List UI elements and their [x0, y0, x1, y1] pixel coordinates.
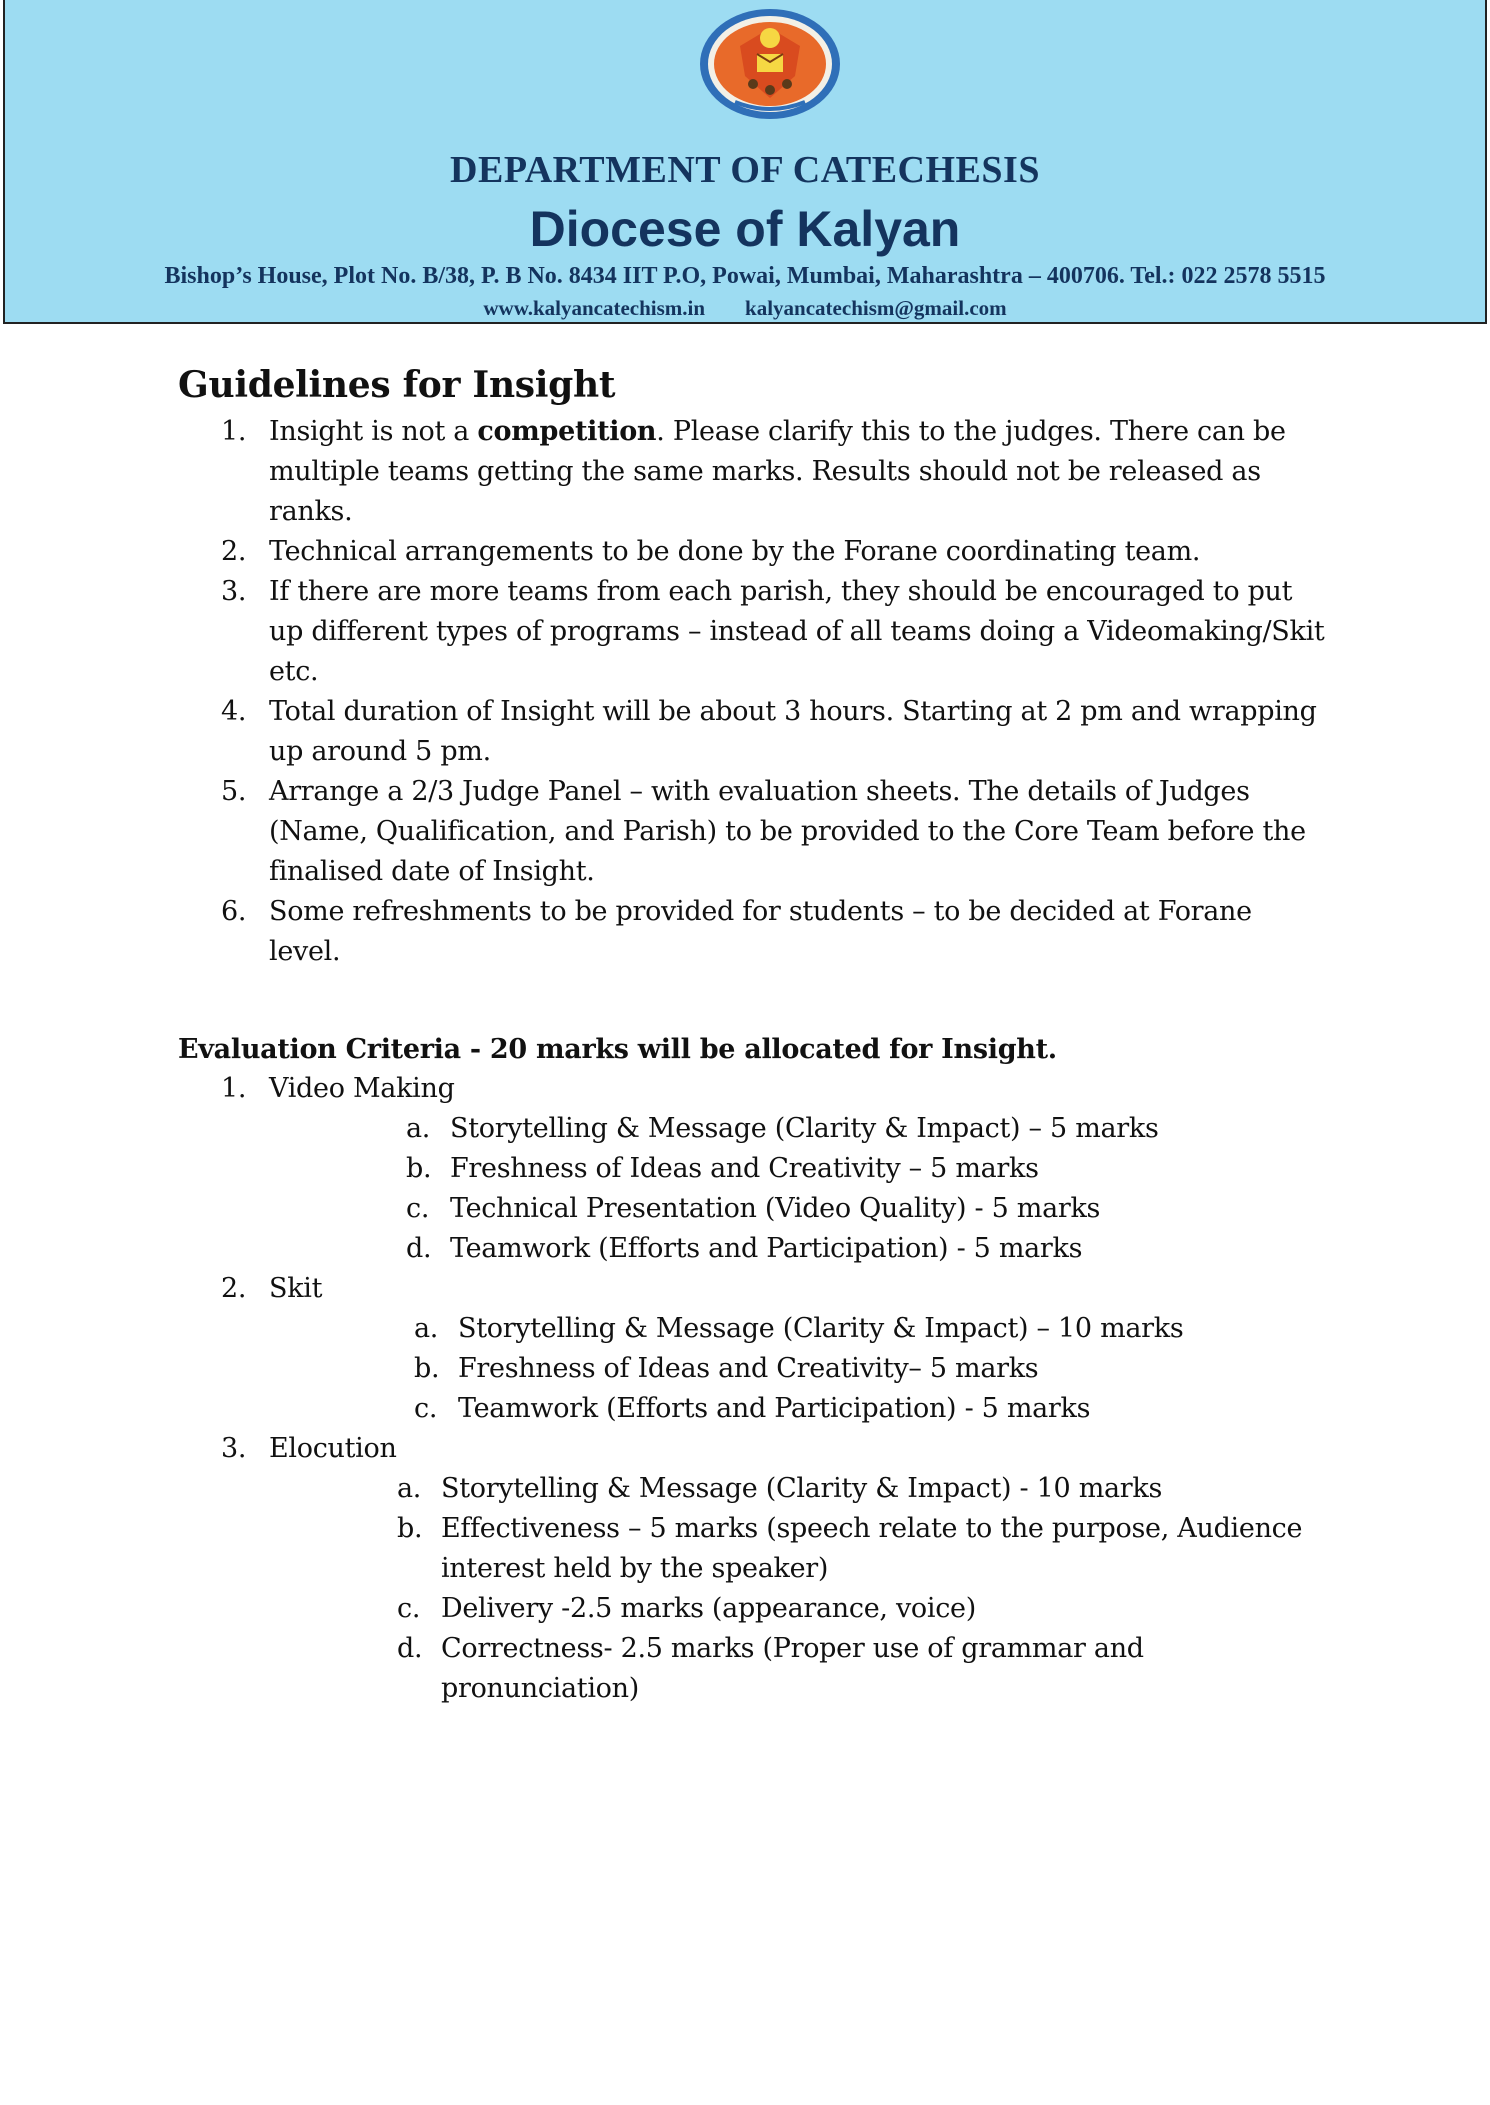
category-number: 2. [221, 1273, 247, 1304]
criteria-item [406, 1229, 1328, 1269]
item-text: If there are more teams from each parish, they should be encouraged to put up different types of programs – instead of all teams doing a Videomaking/Skit etc. [269, 576, 1325, 687]
department-title: DEPARTMENT OF CATECHESIS [450, 149, 1040, 191]
address-line: Bishop’s House, Plot No. B/38, P. B No. 8434 IIT P.O, Powai, Mumbai, Maharashtra – 400706. Tel.: 022 2578 5515 [164, 263, 1326, 289]
item-letter: a. [406, 1113, 431, 1144]
item-text: Storytelling & Message (Clarity & Impact) – 10 marks [458, 1313, 1184, 1344]
criteria-item [397, 1589, 1328, 1629]
item-text: Freshness of Ideas and Creativity – 5 marks [450, 1153, 1039, 1184]
category-name: Skit [269, 1273, 323, 1304]
criteria-item [397, 1509, 1328, 1589]
item-text: Effectiveness – 5 marks (speech relate to the purpose, Audience interest held by the speaker) [441, 1513, 1303, 1584]
item-text: Some refreshments to be provided for students – to be decided at Forane level. [269, 896, 1252, 967]
item-letter: c. [414, 1393, 438, 1424]
item-text: Total duration of Insight will be about 3 hours. Starting at 2 pm and wrapping up around 5 pm. [269, 696, 1317, 767]
item-letter: b. [397, 1513, 423, 1544]
item-text: Arrange a 2/3 Judge Panel – with evaluation sheets. The details of Judges (Name, Qualification, and Parish) to be provided to the Core Team before the finalised date of Insight. [269, 776, 1306, 887]
category-name: Video Making [269, 1073, 455, 1104]
item-letter: c. [397, 1593, 421, 1624]
item-number: 5. [221, 776, 247, 807]
contact-line [5, 296, 1485, 321]
document-body [178, 364, 1328, 1709]
item-letter: d. [406, 1233, 432, 1264]
criteria-item [414, 1389, 1328, 1429]
item-text: Freshness of Ideas and Creativity– 5 marks [458, 1353, 1039, 1384]
item-letter: b. [414, 1353, 440, 1384]
criteria-item [406, 1189, 1328, 1229]
category-name: Elocution [269, 1433, 397, 1464]
item-text: Storytelling & Message (Clarity & Impact) – 5 marks [450, 1113, 1159, 1144]
item-text: Storytelling & Message (Clarity & Impact) - 10 marks [441, 1473, 1163, 1504]
criteria-item [397, 1469, 1328, 1509]
item-number: 4. [221, 696, 247, 727]
website-link[interactable]: www.kalyancatechism.in [483, 296, 706, 320]
item-emphasis: competition [477, 416, 657, 447]
item-text: Correctness- 2.5 marks (Proper use of grammar and pronunciation) [441, 1633, 1144, 1704]
item-text: Insight is not a [269, 416, 478, 447]
list-item [178, 532, 1328, 572]
criteria-category [178, 1269, 1328, 1429]
list-item [178, 412, 1328, 532]
criteria-list [178, 1069, 1328, 1709]
criteria-category [178, 1429, 1328, 1709]
item-number: 2. [221, 536, 247, 567]
item-letter: b. [406, 1153, 432, 1184]
item-text: Teamwork (Efforts and Participation) - 5 marks [450, 1233, 1083, 1264]
guidelines-list [178, 412, 1328, 972]
item-letter: a. [397, 1473, 422, 1504]
guidelines-heading: Guidelines for Insight [178, 364, 616, 406]
diocese-title: Diocese of Kalyan [529, 201, 961, 257]
criteria-item [406, 1149, 1328, 1189]
criteria-item [397, 1629, 1328, 1709]
item-letter: d. [397, 1633, 423, 1664]
list-item [178, 572, 1328, 692]
item-number: 3. [221, 576, 247, 607]
item-letter: a. [414, 1313, 439, 1344]
criteria-item [406, 1109, 1328, 1149]
criteria-sublist [406, 1109, 1328, 1269]
item-text: Delivery -2.5 marks (appearance, voice) [441, 1593, 976, 1624]
criteria-category [178, 1069, 1328, 1269]
evaluation-heading: Evaluation Criteria - 20 marks will be allocated for Insight. [178, 1034, 1057, 1065]
list-item [178, 772, 1328, 892]
list-item [178, 892, 1328, 972]
criteria-item [414, 1349, 1328, 1389]
item-text: . Please clarify this to the judges. There can be multiple teams getting the same marks. Results should not be released as ranks. [269, 416, 1286, 527]
criteria-sublist [414, 1309, 1328, 1429]
item-text: Teamwork (Efforts and Participation) - 5 marks [458, 1393, 1091, 1424]
email-link[interactable]: kalyancatechism@gmail.com [745, 296, 1007, 320]
list-item [178, 692, 1328, 772]
item-text: Technical arrangements to be done by the Forane coordinating team. [269, 536, 1201, 567]
criteria-sublist [397, 1469, 1328, 1709]
criteria-item [414, 1309, 1328, 1349]
item-number: 1. [221, 416, 247, 447]
category-number: 1. [221, 1073, 247, 1104]
item-letter: c. [406, 1193, 430, 1224]
item-number: 6. [221, 896, 247, 927]
item-text: Technical Presentation (Video Quality) - 5 marks [450, 1193, 1101, 1224]
letterhead [3, 0, 1487, 324]
category-number: 3. [221, 1433, 247, 1464]
diocese-emblem-icon [695, 6, 845, 122]
